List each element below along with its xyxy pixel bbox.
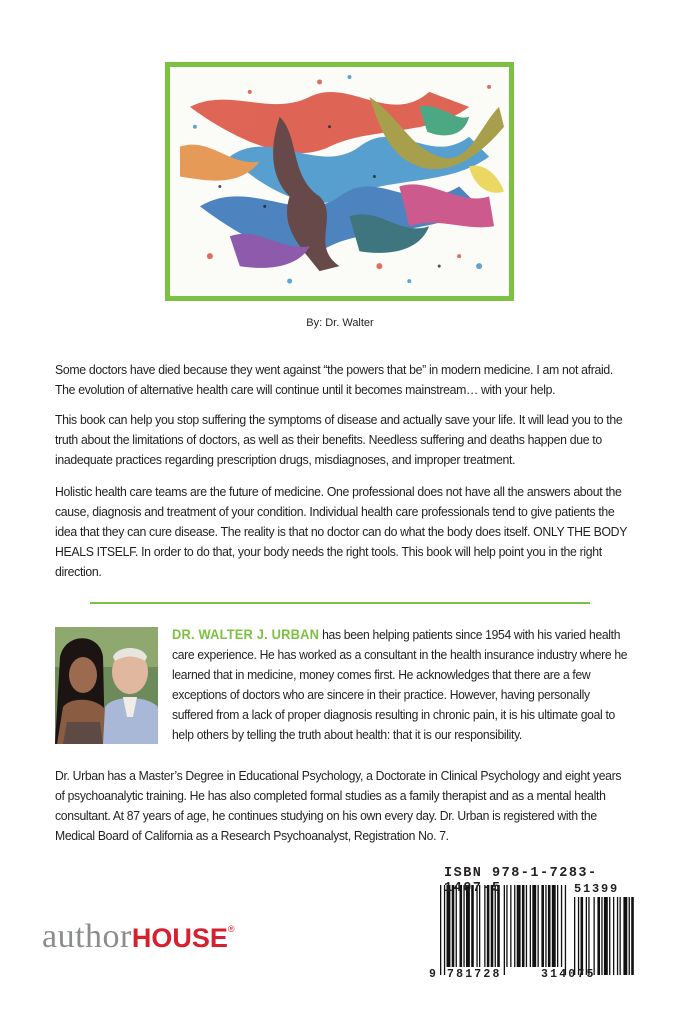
artwork-caption: By: Dr. Walter [306,317,374,329]
publisher-logo-author: author [42,918,132,955]
addon-bar [586,897,587,975]
abstract-watercolor-painting [170,67,509,296]
barcode-bar [532,885,536,967]
addon-bar [609,897,610,975]
barcode-bar [541,885,544,967]
addon-bar [620,897,621,975]
barcode-bar [510,885,511,967]
addon-bar [623,897,627,975]
ean-first-digit: 9 [429,968,436,981]
barcode-bar [495,885,496,967]
addon-bar [594,897,595,975]
isbn-barcode [428,863,641,988]
barcode-bar [447,885,451,967]
barcode-bar [460,885,463,967]
barcode-bar [497,885,500,967]
author-photo [55,627,158,744]
publisher-logo [42,918,235,956]
barcode-bar [561,885,562,967]
barcode-bar [557,885,558,967]
author-name: DR. WALTER J. URBAN [172,626,320,642]
barcode-bar [565,885,566,975]
author-credentials: Dr. Urban has a Master’s Degree in Educational Psychology, a Doctorate in Clinical Psychology and eight years of psychoanalytic training. He has also completed formal studies as a family therapist and as a mental health consultant. At 87 years of age, he continues studying on his own every day. Dr. Urban is registered with the Medical Board of California as a Research Psychoanalyst, Registration No. 7. [55,768,622,843]
cover-artwork [165,62,514,301]
publisher-logo-house: HOUSE [131,923,228,953]
blurb-paragraph-1: Some doctors have died because they went against “the powers that be” in modern medicine. I am not afraid. The evolution of alternative health care will continue until it becomes mainstream… with your help. [55,362,613,397]
addon-bar [617,897,618,975]
barcode-bar [538,885,539,967]
barcode-bar [514,885,515,967]
addon-bar [574,897,575,975]
barcode-bar [506,885,507,967]
section-divider [90,602,590,604]
barcode-bar [479,885,480,967]
barcode-bar [440,885,441,975]
addon-bar [578,897,579,975]
barcode-bar [491,885,494,967]
barcode-bar [552,885,556,967]
barcode-bar [466,885,470,967]
author-photo-image [55,627,158,744]
barcode-bar [452,885,455,967]
author-bio-text: has been helping patients since 1954 with his varied health care experience. He has worked as a consultant in the health insurance industry where he learned that in medicine, money comes first. He acknowledges that there are a few exceptions of doctors who are sincere in their practice. However, having personally suffered from a lack of proper diagnosis resulting in chronic pain, it is his ultimate goal to help others by telling the truth about health: that it is our responsibility. [172,627,628,742]
barcode-bar [548,885,551,967]
ean-right-digits: 314075 [541,968,596,981]
addon-bar [601,897,602,975]
barcode-bar [484,885,485,967]
barcode-bar [463,885,464,967]
barcode-bar [530,885,531,967]
blurb-paragraph-3: Holistic health care teams are the future of medicine. One professional does not have all the answers about the cause, diagnosis and treatment of your condition. Individual health care professionals tend to give patients the idea that they can cure disease. The reality is that no doctor can do what the body does itself. ONLY THE BODY HEALS ITSELF. In order to do that, your body needs the right tools. This book will help point you in the right direction. [55,484,627,579]
isbn-label: ISBN 978-1-7283-1407-5 [444,866,598,896]
barcode-bar [487,885,490,967]
addon-bar [631,897,634,975]
barcode-bar [545,885,546,967]
barcode-bar [476,885,477,967]
addon-bar [613,897,614,975]
addon-code: 51399 [574,882,620,896]
barcode-bar [471,885,474,967]
ean-left-digits: 781728 [447,968,502,981]
barcode-bar [504,885,505,975]
blurb-paragraph-2: This book can help you stop suffering the symptoms of disease and actually save your life. It will lead you to the truth about the limitations of doctors, as well as their benefits. Needless suffering and deaths happen due to inadequate practices regarding prescription drugs, misdiagnoses, and improper treatment. [55,412,623,467]
addon-bar [588,897,589,975]
barcode-bar [444,885,445,975]
barcode-bar [522,885,525,967]
addon-bar [604,897,608,975]
addon-bar [629,897,630,975]
registered-mark: ® [227,924,236,934]
barcode-bar [517,885,521,967]
barcode-bar [456,885,457,967]
addon-bar [597,897,600,975]
author-bio [172,624,632,745]
barcode-bar [526,885,527,967]
addon-bar [581,897,584,975]
